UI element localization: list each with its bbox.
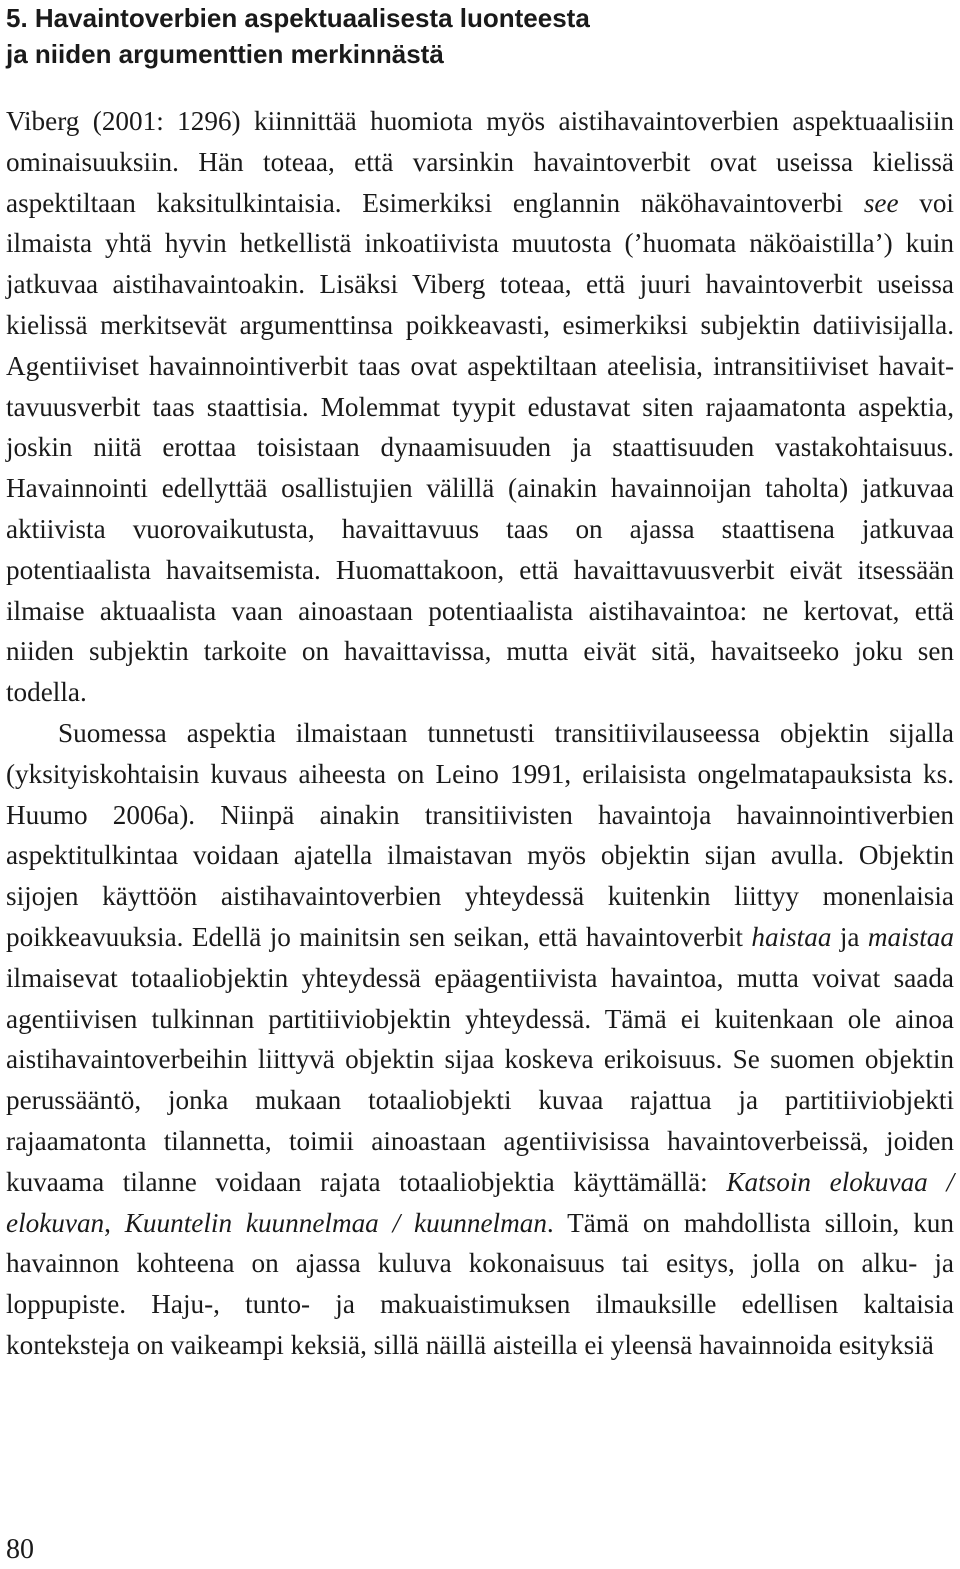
paragraph-1-text-b: voi ilmaista yhtä hyvin hetkellistä inkoatiivista muutosta (’huomata näköaistilla’) kuin jatkuvaa aistihavaintoakin. Lisäksi Viberg toteaa, että juuri havaintoverbit useissa kielissä merkitsevät argumenttinsa poikkeavasti, esimerkiksi subjektin datiivisijalla. Agentiiviset havainnointiverbit taas ovat aspektiltaan ateelisia, intransitiiviset havaittavuusverbit taas staattisia. Molemmat tyypit edustavat siten rajaamatonta aspektia, joskin niitä erottaa toisistaan dynaamisuuden ja staattisuuden vastakohtaisuus. Havainnointi edellyttää osallistujien välillä (ainakin havainnoijan taholta) jatkuvaa aktiivista vuorovaikutusta, havaittavuus taas on ajassa staattisena jatkuvaa potentiaalista havaitsemista. Huomattakoon, että havaittavuusverbit eivät itsessään ilmaise aktuaalista vaan ainoastaan potentiaalista aistihavaintoa: ne kertovat, että niiden subjektin tarkoite on havaittavissa, mutta eivät sitä, havaitseeko joku sen todella. [6, 187, 954, 708]
page-number: 80 [6, 1534, 34, 1565]
paragraph-1-text-a: Viberg (2001: 1296) kiinnittää huomiota myös aistihavaintoverbien aspektuaalisiin ominaisuuksiin. Hän toteaa, että varsinkin havaintoverbit ovat useissa kielissä aspektiltaan kaksitulkintaisia. Esimerkiksi englannin näköhavaintoverbi [6, 106, 954, 218]
paragraph-2-text-b: ja [831, 921, 868, 952]
section-heading-line-1: 5. Havaintoverbien aspektuaalisesta luonteesta [6, 3, 590, 33]
section-heading [6, 0, 954, 72]
term-haistaa: haistaa [751, 921, 832, 952]
paragraph-2 [6, 713, 954, 1366]
term-see: see [863, 187, 899, 218]
section-heading-line-2: ja niiden argumenttien merkinnästä [6, 39, 444, 69]
example-katsoin: Katsoin elokuvaa / elokuvan [6, 1166, 954, 1238]
paragraph-2-text-e: . Tämä on mahdollista silloin, kun havainnon kohteena on ajassa kuluva kokonaisuus tai esitys, jolla on alku- ja loppupiste. Haju-, tunto- ja makuaistimuksen ilmauksille edellisen kaltaisia konteksteja on vaikeampi keksiä, sillä näillä aisteilla ei yleensä havainnoida esityksiä [6, 1207, 954, 1360]
paragraph-2-text-d: , [104, 1207, 125, 1238]
example-kuuntelin: Kuuntelin kuunnelmaa / kuunnelman [124, 1207, 547, 1238]
paragraph-1 [6, 101, 954, 713]
paragraph-2-text-c: ilmaisevat totaaliobjektin yhteydessä epäagentiivista havaintoa, mutta voivat saada agentiivisen tulkinnan partitiiviobjektin yhteydessä. Tämä ei kuitenkaan ole ainoa aistihavaintoverbeihin liittyvä objektin sijaa koskeva erikoisuus. Se suomen objektin perussääntö, jonka mukaan totaaliobjekti kuvaa rajattua ja partitiiviobjekti rajaamatonta tilannetta, toimii ainoastaan agentiivisissa havaintoverbeissä, joiden kuvaama tilanne voidaan rajata totaaliobjektia käyttämällä: [6, 962, 954, 1197]
term-maistaa: maistaa [867, 921, 954, 952]
paragraph-2-text-a: Suomessa aspektia ilmaistaan tunnetusti transitiivilauseessa objektin sijalla (yksityiskohtaisin kuvaus aiheesta on Leino 1991, erilaisista ongelmatapauksista ks. Huumo 2006a). Niinpä ainakin transitiivisten havaintoja havainnointiverbien aspektitulkintaa voidaan ajatella ilmaistavan myös objektin sijan avulla. Objektin sijojen käyttöön aistihavaintoverbien yhteydessä kuitenkin liittyy monenlaisia poikkeavuuksia. Edellä jo mainitsin sen seikan, että havaintoverbit [6, 717, 954, 952]
document-page [6, 0, 954, 1366]
